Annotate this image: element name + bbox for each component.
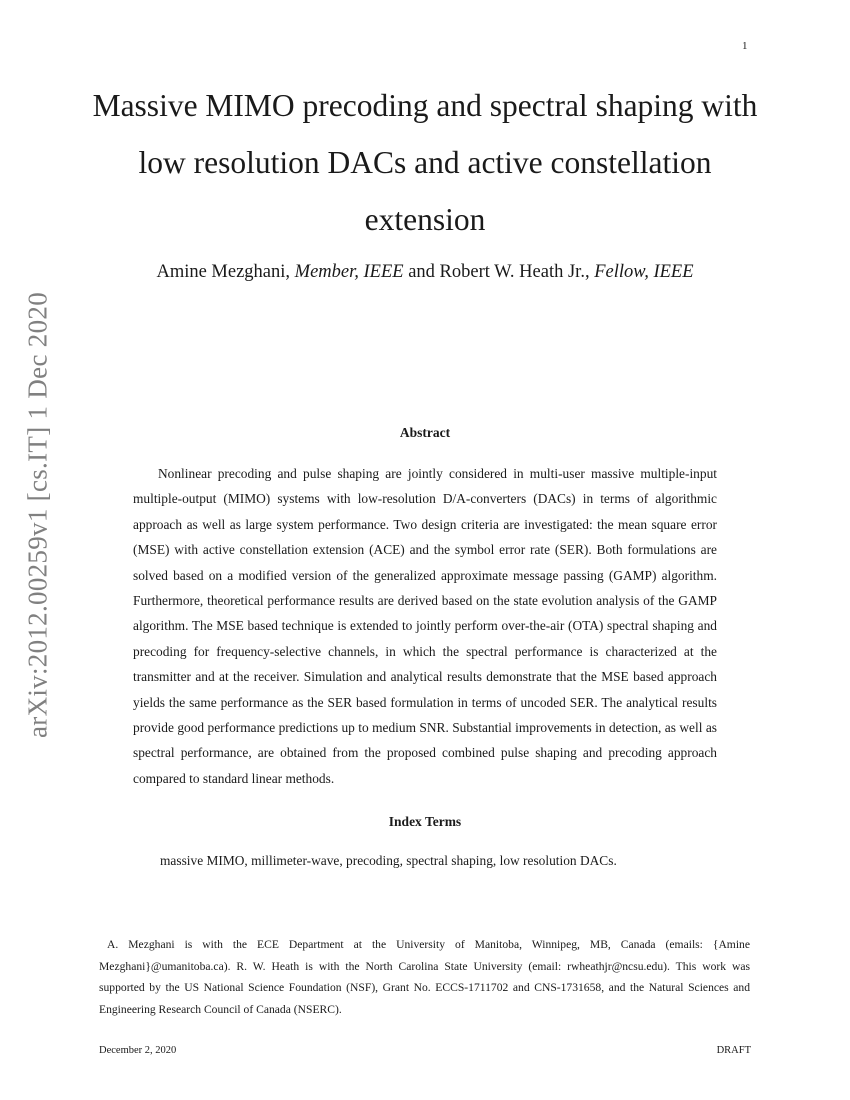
paper-title: Massive MIMO precoding and spectral shaping with low resolution DACs and active constellation extension — [92, 88, 758, 237]
author-2-role: Fellow, IEEE — [594, 262, 694, 282]
abstract-heading: Abstract — [399, 425, 451, 440]
index-terms-text: massive MIMO, millimeter-wave, precoding, spectral shaping, low resolution DACs. — [160, 853, 617, 868]
arxiv-identifier-stamp: arXiv:2012.00259v1 [cs.IT] 1 Dec 2020 — [22, 292, 53, 738]
page-number: 1 — [742, 40, 748, 52]
author-2-name: Robert W. Heath Jr., — [439, 262, 595, 282]
abstract-text: Nonlinear precoding and pulse shaping are jointly considered in multi-user massive multiple-input multiple-output (MIMO) systems with low-resolution D/A-converters (DACs) in terms of algorithmic approach as well as large system performance. Two design criteria are investigated: the mean square error (MSE) with active constellation extension (ACE) and the symbol error rate (SER). Both formulations are solved based on a modified version of the generalized approximate message passing (GAMP) algorithm. Furthermore, theoretical performance results are derived based on the state evolution analysis of the GAMP algorithm. The MSE based technique is extended to jointly perform over-the-air (OTA) spectral shaping and precoding for frequency-selective channels, in which the spectral performance is characterized at the transmitter and at the receiver. Simulation and analytical results demonstrate that the MSE based approach yields the same performance as the SER based formulation in terms of uncoded SER. The analytical results provide good performance predictions up to medium SNR. Substantial improvements in detection, as well as spectral performance, are obtained from the proposed combined pulse shaping and precoding approach compared to standard linear methods. — [133, 466, 717, 786]
author-1-name: Amine Mezghani, — [156, 262, 295, 282]
index-terms-heading: Index Terms — [388, 814, 462, 829]
author-affiliation-footnote: A. Mezghani is with the ECE Department at the University of Manitoba, Winnipeg, MB, Canada (emails: {Amine Mezghani}@umanitoba.ca). R. W. Heath is with the North Carolina State University (email: rwheathjr@ncsu.edu). This work was supported by the US National Science Foundation (NSF), Grant No. ECCS-1711702 and CNS-1731658, and the Natural Sciences and Engineering Research Council of Canada (NSERC). — [99, 938, 750, 1017]
author-connector: and — [403, 262, 440, 282]
footer-date: December 2, 2020 — [99, 1045, 177, 1056]
author-1-role: Member, IEEE — [294, 262, 404, 282]
footer-draft-label: DRAFT — [716, 1045, 751, 1056]
author-line — [90, 262, 760, 283]
